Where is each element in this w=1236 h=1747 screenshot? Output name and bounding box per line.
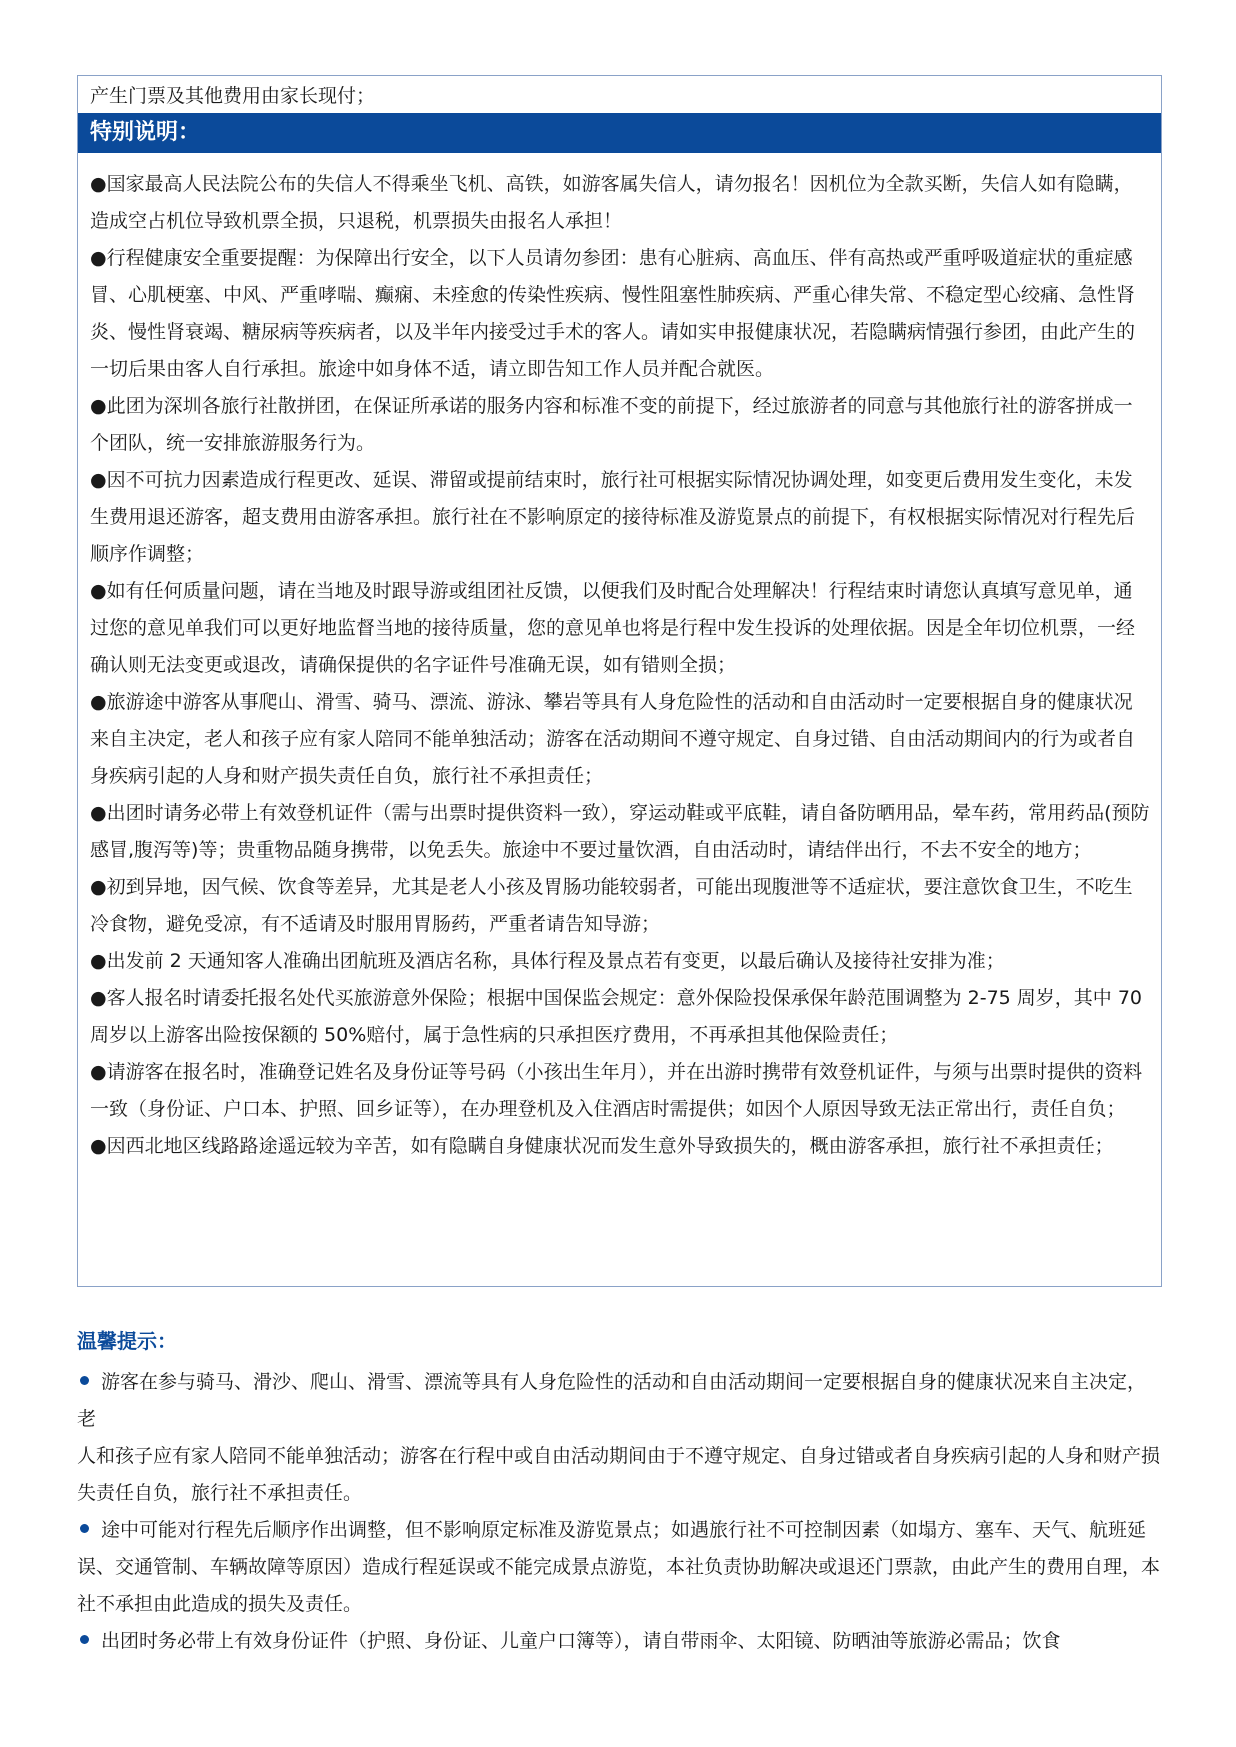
bullet-icon xyxy=(80,1635,89,1644)
notes-list xyxy=(90,166,1150,1165)
note-item: ●请游客在报名时，准确登记姓名及身份证等号码（小孩出生年月），并在出游时携带有效登机证件，与须与出票时提供的资料一致（身份证、户口本、护照、回乡证等），在办理登机及入住酒店时需提供；如因个人原因导致无法正常出行，责任自负； xyxy=(90,1061,1143,1120)
note-item: ●客人报名时请委托报名处代买旅游意外保险；根据中国保监会规定：意外保险投保承保年龄范围调整为 2-75 周岁，其中 70 周岁以上游客出险按保额的 50%赔付，属于急性病的只承担医疗费用，不再承担其他保险责任； xyxy=(90,987,1142,1046)
bullet-icon xyxy=(80,1524,89,1533)
note-item: ●因不可抗力因素造成行程更改、延误、滞留或提前结束时，旅行社可根据实际情况协调处理，如变更后费用发生变化，未发生费用退还游客，超支费用由游客承担。旅行社在不影响原定的接待标准及游览景点的前提下，有权根据实际情况对行程先后顺序作调整； xyxy=(90,469,1136,565)
note-item: ●行程健康安全重要提醒：为保障出行安全，以下人员请勿参团：患有心脏病、高血压、伴有高热或严重呼吸道症状的重症感冒、心肌梗塞、中风、严重哮喘、癫痫、未痊愈的传染性疾病、慢性阻塞性肺疾病、严重心律失常、不稳定型心绞痛、急性肾炎、慢性肾衰竭、糖尿病等疾病者，以及半年内接受过手术的客人。请如实申报健康状况，若隐瞒病情强行参团，由此产生的一切后果由客人自行承担。旅途中如身体不适，请立即告知工作人员并配合就医。 xyxy=(90,247,1136,380)
special-notes-box xyxy=(77,75,1162,1287)
bullet-icon xyxy=(80,1376,89,1385)
tip-item xyxy=(77,1512,1162,1623)
note-item: ●出团时请务必带上有效登机证件（需与出票时提供资料一致），穿运动鞋或平底鞋，请自备防晒用品，晕车药，常用药品(预防感冒,腹泻等)等；贵重物品随身携带，以免丢失。旅途中不要过量饮酒，自由活动时，请结伴出行，不去不安全的地方； xyxy=(90,802,1150,861)
note-item: ●旅游途中游客从事爬山、滑雪、骑马、漂流、游泳、攀岩等具有人身危险性的活动和自由活动时一定要根据自身的健康状况来自主决定，老人和孩子应有家人陪同不能单独活动；游客在活动期间不遵守规定、自身过错、自由活动期间内的行为或者自身疾病引起的人身和财产损失责任自负，旅行社不承担责任； xyxy=(90,691,1136,787)
tip-item xyxy=(77,1623,1162,1660)
tip-continuation: 人和孩子应有家人陪同不能单独活动；游客在行程中或自由活动期间由于不遵守规定、自身过错或者自身疾病引起的人身和财产损失责任自负，旅行社不承担责任。 xyxy=(77,1445,1161,1504)
tip-text: 游客在参与骑马、滑沙、爬山、滑雪、漂流等具有人身危险性的活动和自由活动期间一定要根据自身的健康状况来自主决定，老 xyxy=(77,1371,1147,1430)
note-item: ●初到异地，因气候、饮食等差异，尤其是老人小孩及胃肠功能较弱者，可能出现腹泄等不适症状，要注意饮食卫生，不吃生冷食物，避免受凉，有不适请及时服用胃肠药，严重者请告知导游； xyxy=(90,876,1133,935)
note-item: ●出发前 2 天通知客人准确出团航班及酒店名称，具体行程及景点若有变更，以最后确认及接待社安排为准； xyxy=(90,950,1005,972)
tips-list xyxy=(77,1364,1162,1660)
tip-text: 途中可能对行程先后顺序作出调整，但不影响原定标准及游览景点；如遇旅行社不可控制因素（如塌方、塞车、天气、航班延误、交通管制、车辆故障等原因）造成行程延误或不能完成景点游览，本社负责协助解决或退还门票款，由此产生的费用自理，本社不承担由此造成的损失及责任。 xyxy=(77,1519,1161,1615)
note-item: ●因西北地区线路路途遥远较为辛苦，如有隐瞒自身健康状况而发生意外导致损失的，概由游客承担，旅行社不承担责任； xyxy=(90,1135,1114,1157)
note-item: ●如有任何质量问题，请在当地及时跟导游或组团社反馈，以便我们及时配合处理解决！行程结束时请您认真填写意见单，通过您的意见单我们可以更好地监督当地的接待质量，您的意见单也将是行程中发生投诉的处理依据。因是全年切位机票，一经确认则无法变更或退改，请确保提供的名字证件号准确无误，如有错则全损； xyxy=(90,580,1136,676)
tips-title: 温馨提示： xyxy=(77,1329,177,1353)
section-header-title: 特别说明： xyxy=(90,120,201,145)
fee-note-line: 产生门票及其他费用由家长现付； xyxy=(90,85,376,107)
section-header xyxy=(78,113,1161,153)
note-item: ●国家最高人民法院公布的失信人不得乘坐飞机、高铁，如游客属失信人，请勿报名！因机位为全款买断，失信人如有隐瞒，造成空占机位导致机票全损，只退税，机票损失由报名人承担！ xyxy=(90,173,1133,232)
tip-item xyxy=(77,1364,1162,1438)
tip-text: 出团时务必带上有效身份证件（护照、身份证、儿童户口簿等），请自带雨伞、太阳镜、防晒油等旅游必需品；饮食 xyxy=(101,1630,1061,1652)
note-item: ●此团为深圳各旅行社散拼团，在保证所承诺的服务内容和标准不变的前提下，经过旅游者的同意与其他旅行社的游客拼成一个团队，统一安排旅游服务行为。 xyxy=(90,395,1133,454)
